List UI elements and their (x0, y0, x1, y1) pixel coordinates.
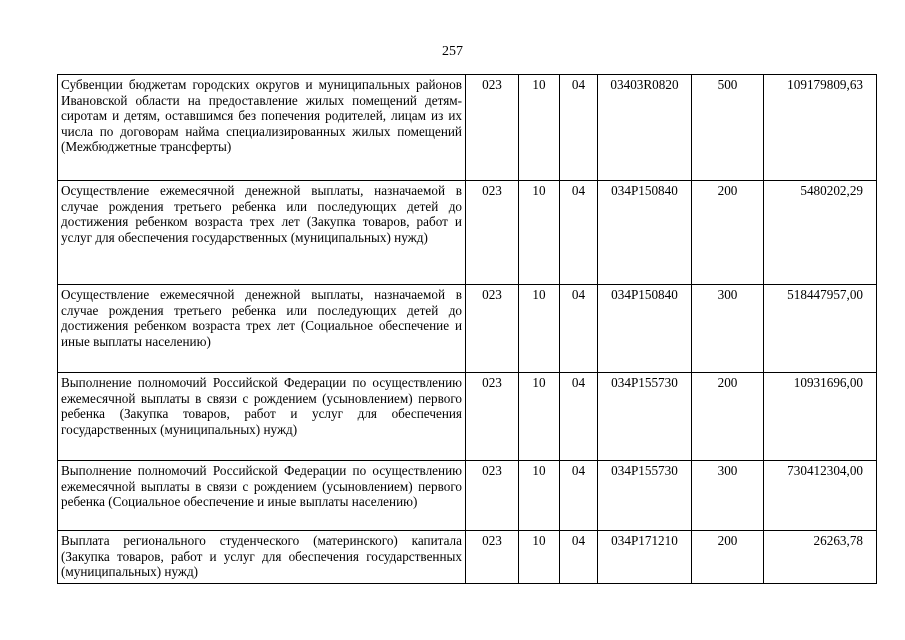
row-admin-code: 023 (466, 181, 519, 285)
row-target-article: 034P171210 (598, 531, 692, 584)
row-section: 10 (519, 531, 560, 584)
table-row (58, 181, 877, 285)
row-section: 10 (519, 285, 560, 373)
row-subsection: 04 (560, 461, 598, 531)
budget-table (57, 74, 877, 584)
row-section: 10 (519, 461, 560, 531)
table-row (58, 461, 877, 531)
row-target-article: 034P150840 (598, 181, 692, 285)
table-row (58, 373, 877, 461)
row-description: Субвенции бюджетам городских округов и муниципальных районов Ивановской области на предоставление жилых помещений детям-сиротам и детям, оставшимся без попечения родителей, лицам из их числа по договорам найма специализированных жилых помещений (Межбюджетные трансферты) (58, 75, 466, 181)
row-amount: 730412304,00 (764, 461, 877, 531)
row-expense-type: 300 (692, 285, 764, 373)
row-target-article: 034P155730 (598, 461, 692, 531)
row-expense-type: 500 (692, 75, 764, 181)
row-expense-type: 200 (692, 373, 764, 461)
table-row (58, 531, 877, 584)
row-subsection: 04 (560, 75, 598, 181)
row-description: Осуществление ежемесячной денежной выплаты, назначаемой в случае рождения третьего ребенка или последующих детей до достижения ребенком возраста трех лет (Социальное обеспечение и иные выплаты населению) (58, 285, 466, 373)
row-admin-code: 023 (466, 285, 519, 373)
row-description: Выполнение полномочий Российской Федерации по осуществлению ежемесячной выплаты в связи с рождением (усыновлением) первого ребенка (Социальное обеспечение и иные выплаты населению) (58, 461, 466, 531)
row-amount: 5480202,29 (764, 181, 877, 285)
row-expense-type: 200 (692, 531, 764, 584)
row-amount: 518447957,00 (764, 285, 877, 373)
row-section: 10 (519, 181, 560, 285)
table-row (58, 75, 877, 181)
table-row (58, 285, 877, 373)
row-target-article: 034P150840 (598, 285, 692, 373)
row-section: 10 (519, 75, 560, 181)
row-description: Осуществление ежемесячной денежной выплаты, назначаемой в случае рождения третьего ребенка или последующих детей до достижения ребенком возраста трех лет (Закупка товаров, работ и услуг для обеспечения государственных (муниципальных) нужд) (58, 181, 466, 285)
row-amount: 26263,78 (764, 531, 877, 584)
row-description: Выплата регионального студенческого (материнского) капитала (Закупка товаров, работ и услуг для обеспечения государственных (муниципальных) нужд) (58, 531, 466, 584)
row-subsection: 04 (560, 285, 598, 373)
row-subsection: 04 (560, 531, 598, 584)
row-expense-type: 300 (692, 461, 764, 531)
row-section: 10 (519, 373, 560, 461)
row-admin-code: 023 (466, 75, 519, 181)
row-expense-type: 200 (692, 181, 764, 285)
row-target-article: 03403R0820 (598, 75, 692, 181)
row-subsection: 04 (560, 181, 598, 285)
row-admin-code: 023 (466, 373, 519, 461)
row-subsection: 04 (560, 373, 598, 461)
row-amount: 109179809,63 (764, 75, 877, 181)
row-admin-code: 023 (466, 531, 519, 584)
row-admin-code: 023 (466, 461, 519, 531)
row-amount: 10931696,00 (764, 373, 877, 461)
row-target-article: 034P155730 (598, 373, 692, 461)
page-number: 257 (442, 44, 463, 59)
row-description: Выполнение полномочий Российской Федерации по осуществлению ежемесячной выплаты в связи с рождением (усыновлением) первого ребенка (Закупка товаров, работ и услуг для обеспечения государственных (муниципальных) нужд) (58, 373, 466, 461)
